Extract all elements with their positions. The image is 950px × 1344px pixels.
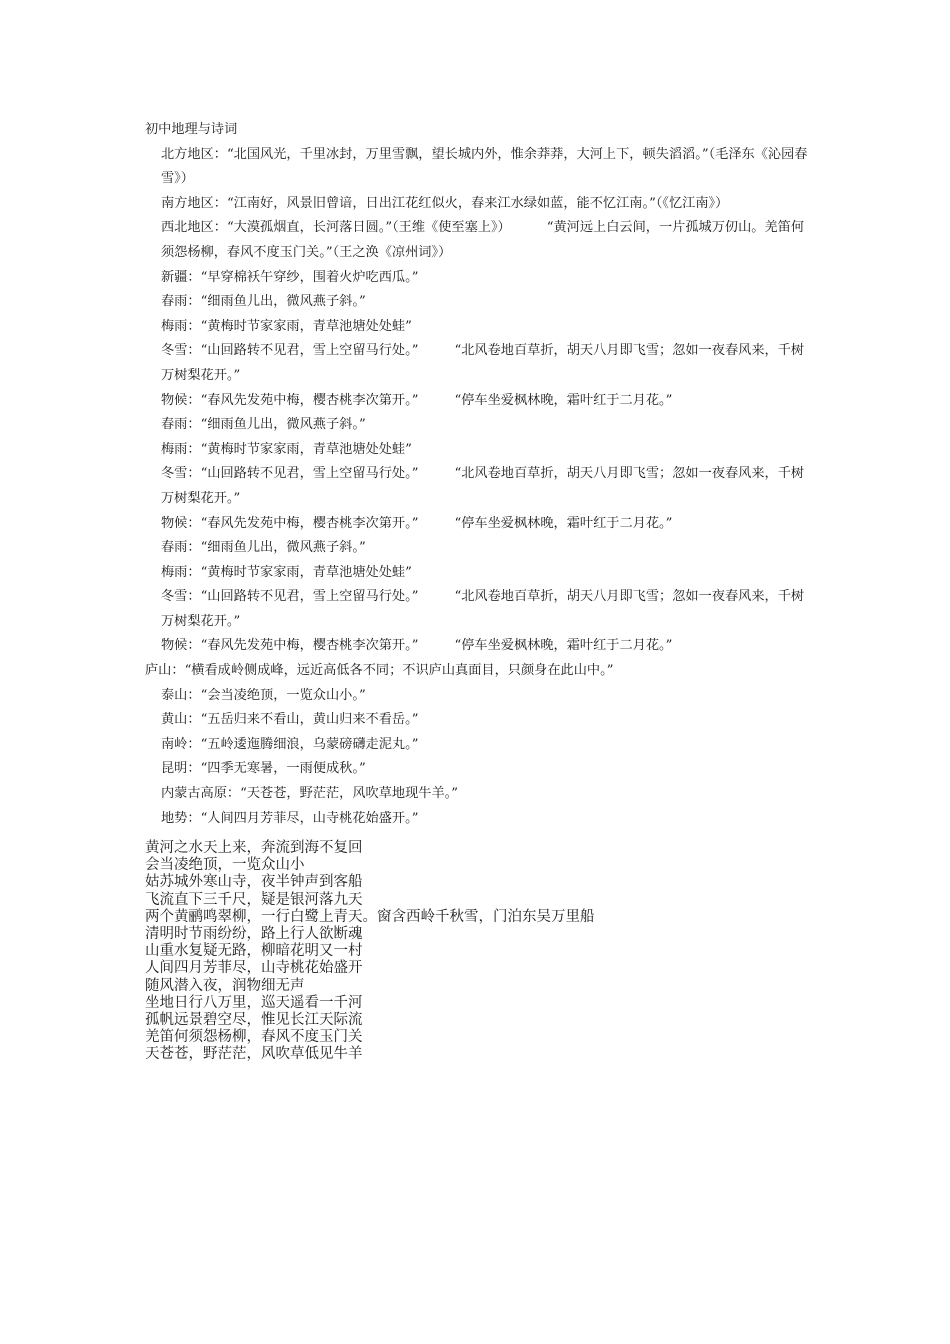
poem-quote: “四季无寒暑，一雨便成秋。”: [200, 761, 366, 777]
poem-quote: “天苍苍，野茫茫，风吹草地现牛羊。”: [240, 786, 459, 802]
line-spring-rain: [145, 536, 815, 561]
poem-quote: “早穿棉袄午穿纱，围着火炉吃西瓜。”: [200, 269, 419, 285]
place-label: 黄山：: [161, 712, 201, 728]
poem-line: 两个黄鹂鸣翠柳，一行白鹭上青天。窗含西岭千秋雪，门泊东吴万里船: [145, 908, 595, 925]
poem-quote: “横看成岭侧成峰，远近高低各不同；不识庐山真面目，只颜身在此山中。”: [184, 663, 614, 679]
poem-quote: “山回路转不见君，雪上空留马行处。”: [200, 589, 419, 605]
poem-quote: “会当凌绝顶，一览众山小。”: [200, 687, 366, 703]
poem-quote: “黄梅时节家家雨，青草池塘处处蛙”: [200, 318, 412, 334]
line-phenology: [145, 634, 815, 659]
line-phenology: [145, 389, 815, 414]
region-label: 新疆：: [161, 269, 201, 285]
poem-line: 人间四月芳菲尽，山寺桃花始盛开: [145, 960, 363, 977]
topic-label: 梅雨：: [161, 564, 201, 580]
line-kunming: [145, 757, 815, 782]
poem-quote-2: “停车坐爱枫林晚，霜叶红于二月花。”: [454, 392, 673, 408]
poem-line: 坐地日行八万里，巡天遥看一千河: [145, 994, 363, 1011]
poem-quote: “五岭逶迤腾细浪，乌蒙磅礴走泥丸。”: [200, 736, 419, 752]
topic-label: 物候：: [161, 392, 201, 408]
line-inner-mongolia: [145, 782, 815, 807]
line-north: [145, 143, 815, 192]
topic-label: 物候：: [161, 515, 201, 531]
line-phenology: [145, 512, 815, 537]
topic-label: 春雨：: [161, 417, 201, 433]
poem-line: 随风潜入夜，润物细无声: [145, 977, 305, 994]
region-label: 南方地区：: [161, 195, 227, 211]
line-taishan: [145, 684, 815, 709]
line-northwest: [145, 216, 815, 265]
poem-quote: “细雨鱼儿出，微风燕子斜。”: [200, 540, 366, 556]
poem-quote-2: “黄河远上白云间，一片孤城万仞山。羌笛何须怨杨柳，春风不度玉门关。”（王之涣《凉州词》）: [161, 220, 805, 260]
line-lushan: [145, 659, 815, 684]
poem-quote-2: “停车坐爱枫林晚，霜叶红于二月花。”: [454, 638, 673, 654]
topic-label: 梅雨：: [161, 441, 201, 457]
topic-label: 春雨：: [161, 294, 201, 310]
topic-label: 春雨：: [161, 540, 201, 556]
poem-quote: “春风先发苑中梅，樱杏桃李次第开。”: [200, 392, 419, 408]
poem-line: 清明时节雨纷纷，路上行人欲断魂: [145, 926, 363, 943]
place-label: 南岭：: [161, 736, 201, 752]
line-winter-snow: [145, 462, 815, 511]
poem-quote: “细雨鱼儿出，微风燕子斜。”: [200, 294, 366, 310]
poem-quote-2: “北风卷地百草折，胡天八月即飞雪；忽如一夜春风来，千树万树梨花开。”: [161, 466, 805, 506]
line-winter-snow: [145, 339, 815, 388]
poem-quote: “大漠孤烟直，长河落日圆。”（王维《使至塞上》）: [226, 220, 511, 236]
line-plum-rain: [145, 561, 815, 586]
poem-quote: “北国风光，千里冰封，万里雪飘，望长城内外，惟余莽莽，大河上下，顿失滔滔。”（毛泽东《沁园春 雪》）: [161, 146, 808, 187]
region-label: 北方地区：: [161, 146, 227, 162]
poem-quote: “细雨鱼儿出，微风燕子斜。”: [200, 417, 366, 433]
poem-quote: “黄梅时节家家雨，青草池塘处处蛙”: [200, 441, 412, 457]
topic-label: 物候：: [161, 638, 201, 654]
line-plum-rain: [145, 438, 815, 463]
poem-line: 孤帆远景碧空尽，惟见长江天际流: [145, 1012, 363, 1029]
poem-line: 姑苏城外寒山寺，夜半钟声到客船: [145, 874, 363, 891]
line-spring-rain: [145, 290, 815, 315]
poem-quote-2: “停车坐爱枫林晚，霜叶红于二月花。”: [454, 515, 673, 531]
poem-quote: “黄梅时节家家雨，青草池塘处处蛙”: [200, 564, 412, 580]
line-spring-rain: [145, 413, 815, 438]
poem-quote: “春风先发苑中梅，樱杏桃李次第开。”: [200, 515, 419, 531]
line-huangshan: [145, 708, 815, 733]
poem-line: 羌笛何须怨杨柳，春风不度玉门关: [145, 1029, 363, 1046]
place-label: 昆明：: [161, 761, 201, 777]
topic-label: 梅雨：: [161, 318, 201, 334]
line-nanling: [145, 733, 815, 758]
poem-line: 天苍苍，野茫茫，风吹草低见牛羊: [145, 1046, 363, 1063]
topic-label: 冬雪：: [161, 343, 201, 359]
line-south: [145, 192, 815, 217]
poem-line: 山重水复疑无路，柳暗花明又一村: [145, 943, 363, 960]
poem-quote-2: “北风卷地百草折，胡天八月即飞雪；忽如一夜春风来，千树万树梨花开。”: [161, 343, 805, 383]
poem-line: 会当凌绝顶，一览众山小: [145, 857, 305, 874]
doc-title: 初中地理与诗词: [145, 122, 238, 137]
poem-line: 黄河之水天上来，奔流到海不复回: [145, 840, 363, 856]
poem-quote: “人间四月芳菲尽，山寺桃花始盛开。”: [200, 810, 419, 826]
topic-label: 地势：: [161, 810, 201, 826]
poem-quote: “江南好，风景旧曾谙，日出江花红似火，春来江水绿如蓝，能不忆江南。”（《忆江南》）: [226, 195, 729, 211]
poem-quote: “山回路转不见君，雪上空留马行处。”: [200, 466, 419, 482]
line-terrain: [145, 807, 815, 832]
topic-label: 冬雪：: [161, 466, 201, 482]
poem-quote: “春风先发苑中梅，樱杏桃李次第开。”: [200, 638, 419, 654]
poem-line: 飞流直下三千尺，疑是银河落九天: [145, 891, 363, 908]
poem-quote: “五岳归来不看山，黄山归来不看岳。”: [200, 712, 419, 728]
place-label: 泰山：: [161, 687, 201, 703]
place-label: 庐山：: [145, 663, 185, 679]
geography-poetry-section: [145, 118, 815, 831]
poem-lines-list: [145, 840, 845, 1064]
topic-label: 冬雪：: [161, 589, 201, 605]
line-plum-rain: [145, 315, 815, 340]
line-winter-snow: [145, 585, 815, 634]
line-xinjiang: [145, 266, 815, 291]
place-label: 内蒙古高原：: [161, 786, 241, 802]
region-label: 西北地区：: [161, 220, 227, 236]
poem-quote-2: “北风卷地百草折，胡天八月即飞雪；忽如一夜春风来，千树万树梨花开。”: [161, 589, 805, 629]
poem-quote: “山回路转不见君，雪上空留马行处。”: [200, 343, 419, 359]
